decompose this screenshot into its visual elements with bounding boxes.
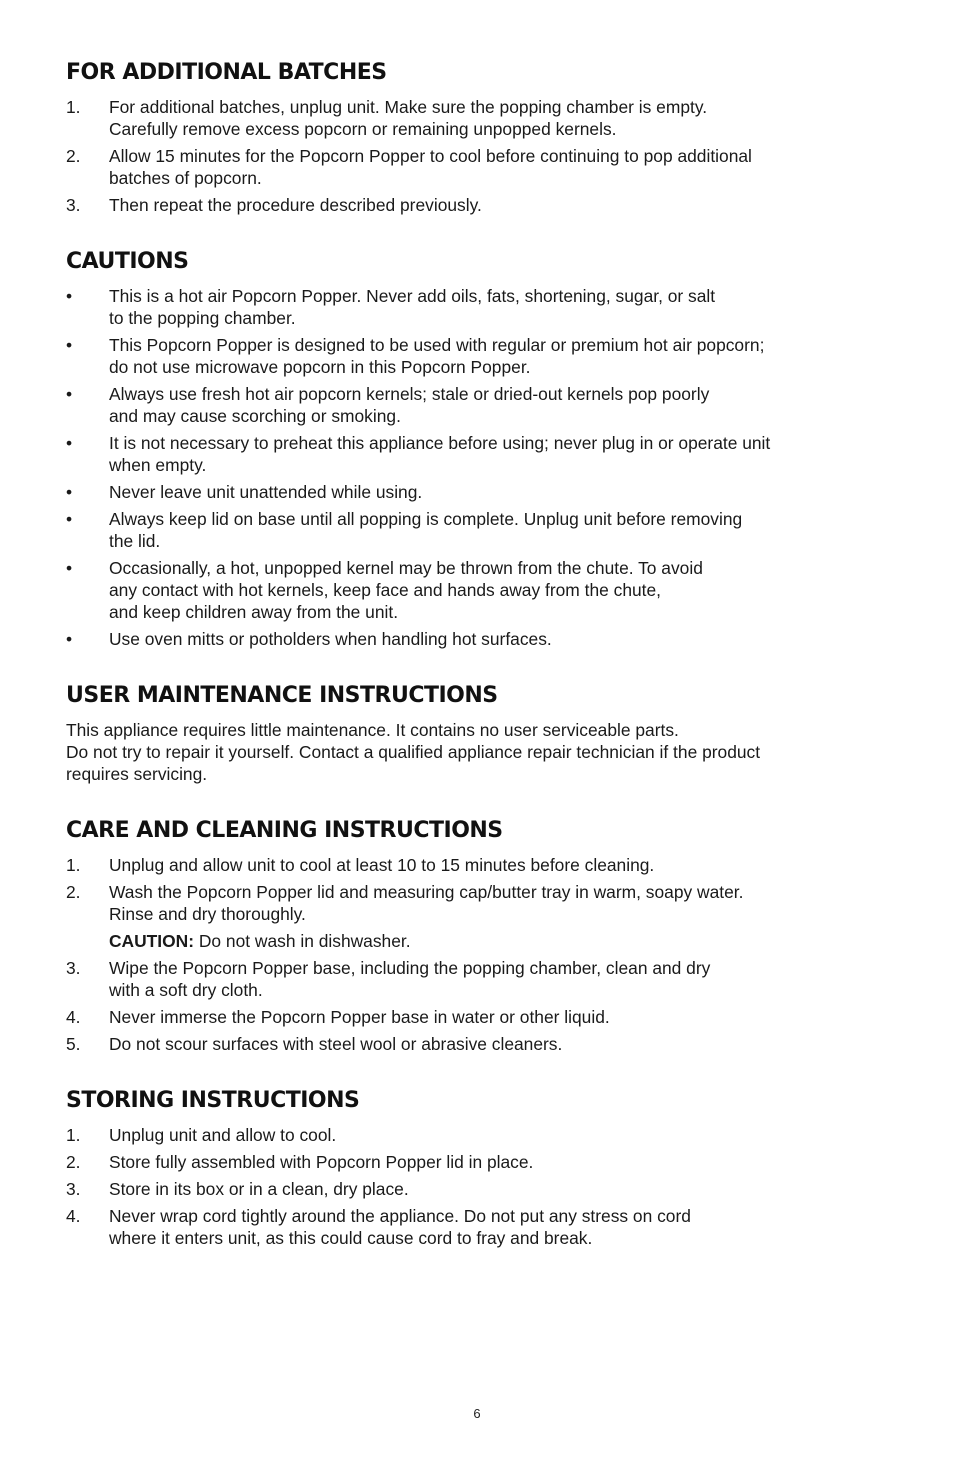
list-item-text: and keep children away from the unit. — [109, 602, 399, 622]
list-item-text: Do not scour surfaces with steel wool or abrasive cleaners. — [109, 1034, 563, 1054]
bullet-marker: • — [66, 482, 73, 502]
list-item-text: Wipe the Popcorn Popper base, including the popping chamber, clean and dry — [109, 958, 711, 978]
list-item-text: any contact with hot kernels, keep face and hands away from the chute, — [109, 580, 661, 600]
paragraph-line: This appliance requires little maintenance. It contains no user serviceable parts. — [66, 720, 679, 740]
list-item — [66, 854, 866, 876]
paragraph-line: requires servicing. — [66, 764, 208, 784]
paragraph — [66, 719, 866, 785]
section-storing — [66, 1086, 866, 1249]
list-marker: 4. — [66, 1206, 81, 1226]
list-item-text: Use oven mitts or potholders when handling hot surfaces. — [109, 629, 552, 649]
list-item — [66, 1033, 866, 1055]
list-item — [66, 383, 866, 427]
section-care-cleaning — [66, 816, 866, 1055]
list-item-text: Then repeat the procedure described previously. — [109, 195, 482, 215]
list-item-text: Never immerse the Popcorn Popper base in water or other liquid. — [109, 1007, 610, 1027]
list-item-text: Rinse and dry thoroughly. — [109, 904, 306, 924]
list-item-text: Occasionally, a hot, unpopped kernel may be thrown from the chute. To avoid — [109, 558, 703, 578]
list-marker: 1. — [66, 855, 81, 875]
list-item-text: Unplug unit and allow to cool. — [109, 1125, 337, 1145]
list-item — [66, 481, 866, 503]
list-item-text: Allow 15 minutes for the Popcorn Popper to cool before continuing to pop additional — [109, 146, 752, 166]
section-user-maintenance — [66, 681, 866, 785]
list-item-text: Never leave unit unattended while using. — [109, 482, 423, 502]
section-additional-batches — [66, 58, 866, 216]
list-marker: 3. — [66, 958, 81, 978]
section-heading: CARE AND CLEANING INSTRUCTIONS — [66, 818, 503, 843]
caution-label: CAUTION: — [109, 931, 195, 951]
section-heading: CAUTIONS — [66, 249, 189, 274]
list-item-text: with a soft dry cloth. — [109, 980, 263, 1000]
list-item-text: Never wrap cord tightly around the appliance. Do not put any stress on cord — [109, 1206, 691, 1226]
list-item — [66, 194, 866, 216]
bullet-marker: • — [66, 335, 73, 355]
list-marker: 3. — [66, 1179, 81, 1199]
list-item-text: This is a hot air Popcorn Popper. Never add oils, fats, shortening, sugar, or salt — [109, 286, 716, 306]
list-item-text: where it enters unit, as this could cause cord to fray and break. — [109, 1228, 593, 1248]
list-item-text: Carefully remove excess popcorn or remaining unpopped kernels. — [109, 119, 617, 139]
bullet-marker: • — [66, 384, 73, 404]
list-item-text: and may cause scorching or smoking. — [109, 406, 401, 426]
list-item — [66, 1151, 866, 1173]
bullet-marker: • — [66, 509, 73, 529]
list-item — [66, 432, 866, 476]
list-item-text: Unplug and allow unit to cool at least 10 to 15 minutes before cleaning. — [109, 855, 655, 875]
list-item — [66, 508, 866, 552]
list-item — [66, 1124, 866, 1146]
bullet-marker: • — [66, 433, 73, 453]
caution-note — [109, 930, 866, 952]
list-marker: 1. — [66, 97, 81, 117]
section-cautions — [66, 247, 866, 650]
list-item — [66, 881, 866, 925]
list-item — [66, 1205, 866, 1249]
list-item — [66, 1178, 866, 1200]
list-marker: 4. — [66, 1007, 81, 1027]
list-item — [66, 1006, 866, 1028]
list-item-text: This Popcorn Popper is designed to be used with regular or premium hot air popcorn; — [109, 335, 765, 355]
list-marker: 3. — [66, 195, 81, 215]
list-item — [66, 628, 866, 650]
list-item-text: It is not necessary to preheat this appliance before using; never plug in or operate unit — [109, 433, 771, 453]
section-heading: STORING INSTRUCTIONS — [66, 1088, 360, 1113]
list-item-text: batches of popcorn. — [109, 168, 262, 188]
list-item-text: the lid. — [109, 531, 161, 551]
list-marker: 5. — [66, 1034, 81, 1054]
bullet-marker: • — [66, 558, 73, 578]
list-item — [66, 285, 866, 329]
list-marker: 1. — [66, 1125, 81, 1145]
list-item — [66, 96, 866, 140]
list-item-text: Store fully assembled with Popcorn Popper lid in place. — [109, 1152, 534, 1172]
list-item-text: Always keep lid on base until all popping is complete. Unplug unit before removing — [109, 509, 743, 529]
list-item-text: when empty. — [109, 455, 207, 475]
list-marker: 2. — [66, 882, 81, 902]
bullet-marker: • — [66, 286, 73, 306]
list-item — [66, 334, 866, 378]
list-marker: 2. — [66, 146, 81, 166]
section-heading: USER MAINTENANCE INSTRUCTIONS — [66, 683, 498, 708]
list-item — [66, 957, 866, 1001]
list-item — [66, 145, 866, 189]
list-marker: 2. — [66, 1152, 81, 1172]
caution-text: Do not wash in dishwasher. — [194, 931, 411, 951]
list-item-text: For additional batches, unplug unit. Make sure the popping chamber is empty. — [109, 97, 708, 117]
list-item-text: to the popping chamber. — [109, 308, 296, 328]
list-item-text: Wash the Popcorn Popper lid and measuring cap/butter tray in warm, soapy water. — [109, 882, 744, 902]
list-item-text: Store in its box or in a clean, dry place. — [109, 1179, 409, 1199]
section-heading: FOR ADDITIONAL BATCHES — [66, 60, 387, 85]
list-item-text: do not use microwave popcorn in this Popcorn Popper. — [109, 357, 531, 377]
document-page — [66, 58, 866, 1280]
list-item-text: Always use fresh hot air popcorn kernels; stale or dried-out kernels pop poorly — [109, 384, 710, 404]
list-item — [66, 557, 866, 623]
bullet-marker: • — [66, 629, 73, 649]
page-number: 6 — [473, 1406, 481, 1421]
paragraph-line: Do not try to repair it yourself. Contact a qualified appliance repair technician if the product — [66, 742, 761, 762]
